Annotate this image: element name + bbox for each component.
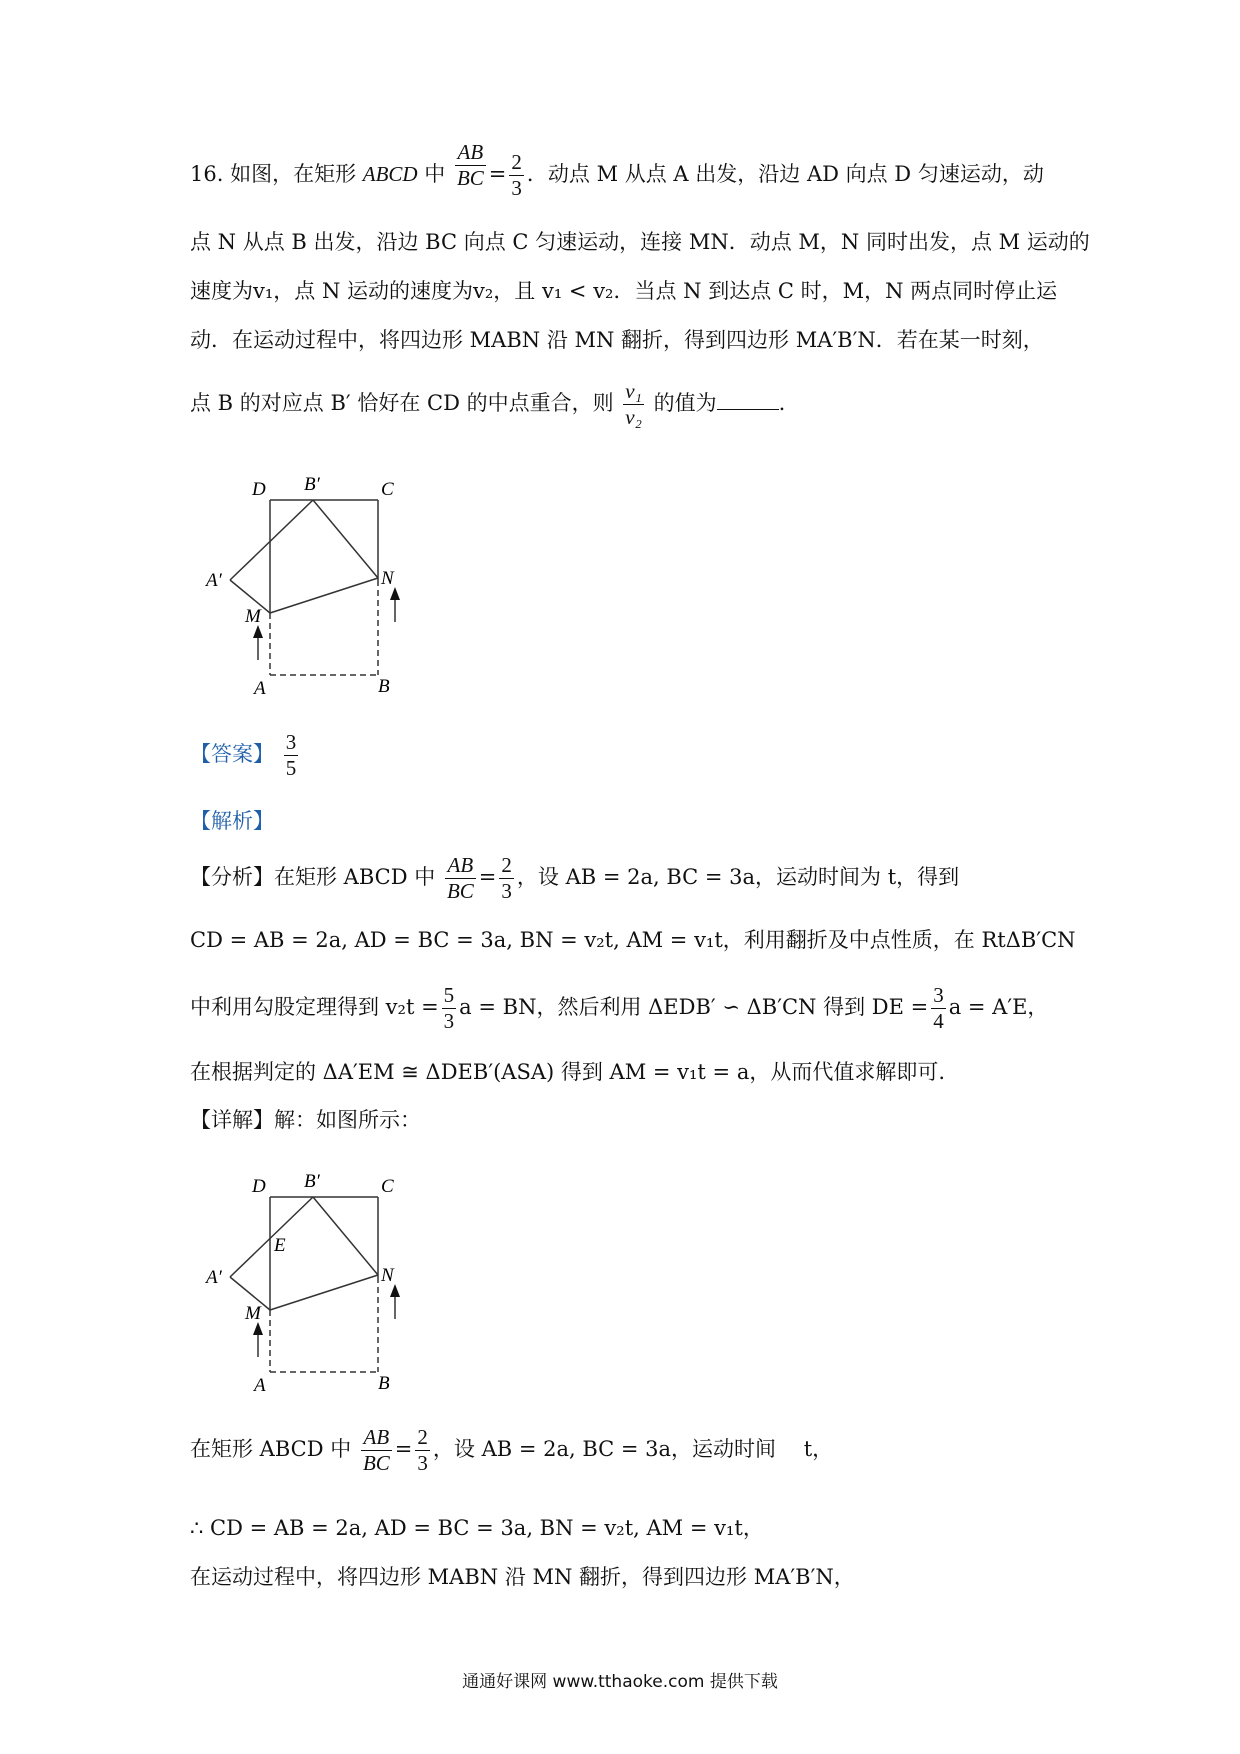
page-footer: 通通好课网 www.tthaoke.com 提供下载	[462, 1672, 778, 1692]
label-A: A	[254, 1375, 266, 1396]
label-C: C	[381, 479, 394, 500]
fraction-2-3-3: $\frac{2}{3}$	[417, 1425, 428, 1475]
label-N: N	[381, 1265, 394, 1286]
fraction-ab-bc-3: $\frac{AB}{BC}$	[362, 1425, 390, 1475]
detail-text: 在矩形 ABCD 中	[190, 1437, 352, 1461]
problem-line-1: 16. 如图，在矩形 ABCD 中 $\frac{AB}{BC}$ = $\frac{2}{3}$ ．动点 M 从点 A 出发，沿边 AD 向点 D 匀速运动，动	[190, 140, 1044, 200]
label-A-prime: A′	[206, 1267, 222, 1288]
label-B: B	[378, 1373, 390, 1394]
label-M: M	[245, 1303, 261, 1324]
label-A-prime: A′	[206, 570, 222, 591]
detail-tag: 【详解】	[190, 1108, 274, 1132]
problem-text: 点 B 的对应点 B′ 恰好在 CD 的中点重合，则	[190, 391, 614, 415]
fraction-2-3: $\frac{2}{3}$	[511, 150, 522, 200]
detail-text: 解：如图所示：	[274, 1108, 421, 1132]
problem-text: 16. 如图，在矩形	[190, 162, 363, 186]
jiexi-tag: 【解析】	[190, 809, 274, 833]
fraction-v1-v2: $\frac{\text{v₁}}{\text{v₂}}$	[625, 379, 642, 429]
label-B: B	[378, 676, 390, 697]
detail-line-1: 在矩形 ABCD 中 $\frac{AB}{BC}$ = $\frac{2}{3}$ ，设 AB = 2a, BC = 3a，运动时间 t，	[190, 1425, 834, 1475]
label-A: A	[254, 678, 266, 699]
answer-line	[190, 732, 301, 779]
analysis-line-3	[190, 985, 1048, 1032]
label-B-prime: B′	[304, 474, 320, 495]
analysis-text: ，设 AB = 2a, BC = 3a，运动时间为 t，得到	[516, 865, 960, 889]
analysis-text: a = A′E，	[948, 995, 1049, 1019]
problem-text: 的值为	[646, 391, 717, 415]
analysis-line-4: 在根据判定的 ΔA′EM ≅ ΔDEB′(ASA) 得到 AM = v₁t = a，从而代值求解即可.	[190, 1060, 946, 1084]
label-B-prime: B′	[304, 1171, 320, 1192]
fraction-ab-bc: $\frac{AB}{BC}$	[456, 140, 484, 190]
answer-tag: 【答案】	[190, 742, 274, 766]
analysis-line-1: 【分析】在矩形 ABCD 中 $\frac{AB}{BC}$ = $\frac{2}{3}$ ，设 AB = 2a, BC = 3a，运动时间为 t，得到	[190, 853, 960, 903]
problem-text: ．动点 M 从点 A 出发，沿边 AD 向点 D 匀速运动，动	[526, 162, 1044, 186]
figure-1	[200, 470, 430, 700]
figure-2	[200, 1167, 430, 1397]
label-N: N	[381, 568, 394, 589]
analysis-text: 在矩形 ABCD 中	[274, 865, 436, 889]
detail-line	[190, 1110, 421, 1131]
rect-name: ABCD	[362, 162, 418, 186]
label-M: M	[245, 606, 261, 627]
detail-line-2: ∴ CD = AB = 2a, AD = BC = 3a, BN = v₂t, AM = v₁t，	[190, 1516, 764, 1540]
answer-fraction: $\frac{3}{5}$	[285, 730, 297, 780]
problem-line-5	[190, 381, 785, 428]
fraction-5-3: $\frac{5}{3}$	[443, 983, 455, 1033]
analysis-line-2: CD = AB = 2a, AD = BC = 3a, BN = v₂t, AM = v₁t，利用翻折及中点性质，在 RtΔB′CN	[190, 928, 1076, 952]
label-C: C	[381, 1176, 394, 1197]
detail-text: ，设 AB = 2a, BC = 3a，运动时间 t，	[432, 1437, 834, 1461]
analysis-text: 中利用勾股定理得到 v₂t =	[190, 995, 439, 1019]
answer-blank	[717, 391, 779, 410]
problem-line-3: 速度为v₁，点 N 运动的速度为v₂，且 v₁ < v₂．当点 N 到达点 C 时，M，N 两点同时停止运	[190, 279, 1058, 303]
fraction-ab-bc-2: $\frac{AB}{BC}$	[446, 853, 474, 903]
fraction-2-3-2: $\frac{2}{3}$	[501, 853, 512, 903]
label-D: D	[252, 479, 266, 500]
detail-line-3: 在运动过程中，将四边形 MABN 沿 MN 翻折，得到四边形 MA′B′N，	[190, 1565, 855, 1589]
problem-line-2: 点 N 从点 B 出发，沿边 BC 向点 C 匀速运动，连接 MN．动点 M，N 同时出发，点 M 运动的	[190, 230, 1090, 254]
problem-text: 中	[417, 162, 446, 186]
problem-text: .	[778, 391, 786, 415]
fraction-3-4: $\frac{3}{4}$	[933, 983, 944, 1033]
problem-line-4: 动．在运动过程中，将四边形 MABN 沿 MN 翻折，得到四边形 MA′B′N．若在某一时刻，	[190, 328, 1044, 352]
analysis-text: a = BN，然后利用 ΔEDB′ ∽ ΔB′CN 得到 DE =	[459, 995, 929, 1019]
label-D: D	[252, 1176, 266, 1197]
analysis-tag: 【分析】	[190, 865, 274, 889]
label-E: E	[274, 1235, 286, 1256]
